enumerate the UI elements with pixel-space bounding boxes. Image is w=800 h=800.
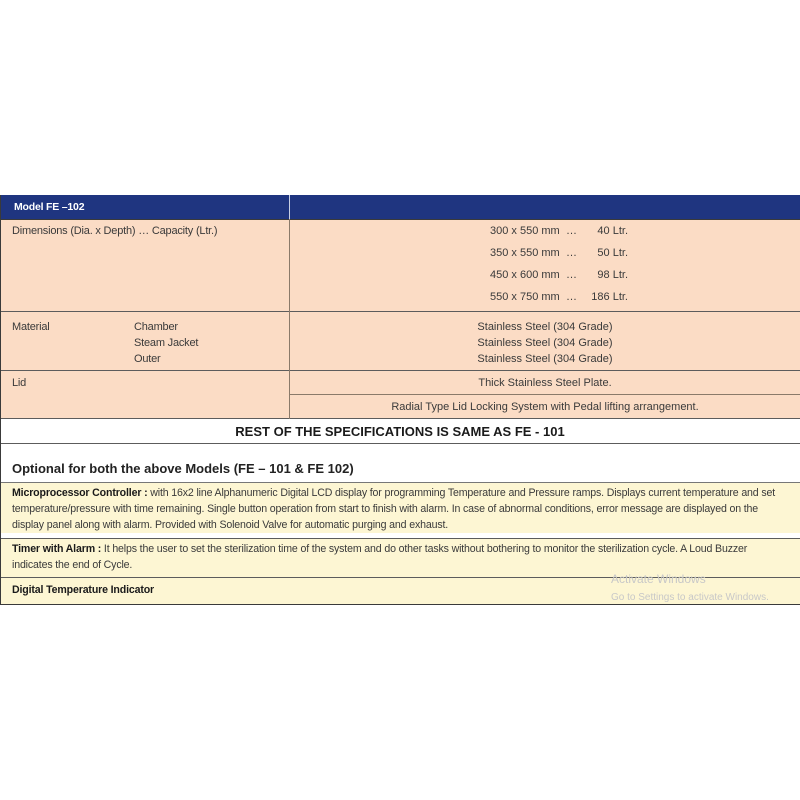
material-part: Steam Jacket: [134, 337, 199, 349]
row-divider: [0, 604, 800, 605]
dimension-size: 300 x 550 mm: [490, 225, 560, 237]
table-left-border: [0, 195, 1, 605]
timer-name: Timer with Alarm :: [12, 543, 102, 555]
lid-value: Thick Stainless Steel Plate.: [478, 377, 612, 389]
lid-value: Radial Type Lid Locking System with Pedal lifting arrangement.: [391, 401, 699, 413]
row-divider: [0, 370, 800, 371]
dimension-size: 550 x 750 mm: [490, 291, 560, 303]
dimension-dots: …: [566, 225, 577, 237]
dimension-size: 450 x 600 mm: [490, 269, 560, 281]
row-divider: [0, 219, 800, 220]
dimension-capacity: 186 Ltr.: [591, 291, 628, 303]
table-header: [0, 195, 800, 219]
timer-text: It helps the user to set the sterilization time of the system and do other tasks without bothering to monitor the sterilization cycle. A Loud Buzzer indicates the end of Cycle.: [12, 543, 748, 571]
material-label: Material: [12, 321, 50, 333]
row-divider: [0, 482, 800, 483]
watermark-line2: Go to Settings to activate Windows.: [611, 592, 769, 603]
column-divider: [289, 219, 290, 419]
dimension-dots: …: [566, 247, 577, 259]
material-part: Chamber: [134, 321, 178, 333]
dimension-size: 350 x 550 mm: [490, 247, 560, 259]
microprocessor-description: [12, 485, 784, 533]
dimension-dots: …: [566, 291, 577, 303]
row-divider: [0, 418, 800, 419]
spec-sheet: [0, 195, 800, 605]
model-label: Model FE –102: [14, 201, 85, 213]
optional-title: Optional for both the above Models (FE – 101 & FE 102): [12, 461, 354, 476]
dimension-dots: …: [566, 269, 577, 281]
microprocessor-name: Microprocessor Controller :: [12, 487, 148, 499]
dimension-capacity: 50 Ltr.: [597, 247, 628, 259]
optional-title-row: [0, 444, 800, 482]
watermark-line1: Activate Windows: [611, 572, 706, 586]
rest-note: REST OF THE SPECIFICATIONS IS SAME AS FE - 101: [235, 424, 565, 439]
column-divider: [289, 195, 290, 219]
dimension-capacity: 98 Ltr.: [597, 269, 628, 281]
temperature-indicator-name: Digital Temperature Indicator: [12, 584, 155, 596]
microprocessor-row: [0, 482, 800, 533]
material-value: Stainless Steel (304 Grade): [477, 337, 613, 349]
row-divider: [0, 443, 800, 444]
material-row: [0, 312, 800, 370]
dimensions-row: [0, 219, 800, 311]
microprocessor-text: with 16x2 line Alphanumeric Digital LCD display for programming Temperature and Pressure ramps. Displays current temperature and set temperature/pressure with time remaining. Single button operation from start to finish with alarm. In case of abnormal conditions, error message are displayed on the display panel along with alarm. Provided with Solenoid Valve for automatic purging and exhaust.: [12, 487, 776, 531]
material-value: Stainless Steel (304 Grade): [477, 353, 613, 365]
rest-note-row: [0, 419, 800, 443]
material-value: Stainless Steel (304 Grade): [477, 321, 613, 333]
lid-label: Lid: [12, 377, 27, 389]
dimensions-label: Dimensions (Dia. x Depth) … Capacity (Ltr.): [12, 225, 218, 237]
row-divider: [0, 311, 800, 312]
dimension-capacity: 40 Ltr.: [597, 225, 628, 237]
material-part: Outer: [134, 353, 161, 365]
timer-description: [12, 541, 784, 573]
row-divider: [0, 538, 800, 539]
lid-subdivider: [290, 394, 800, 395]
